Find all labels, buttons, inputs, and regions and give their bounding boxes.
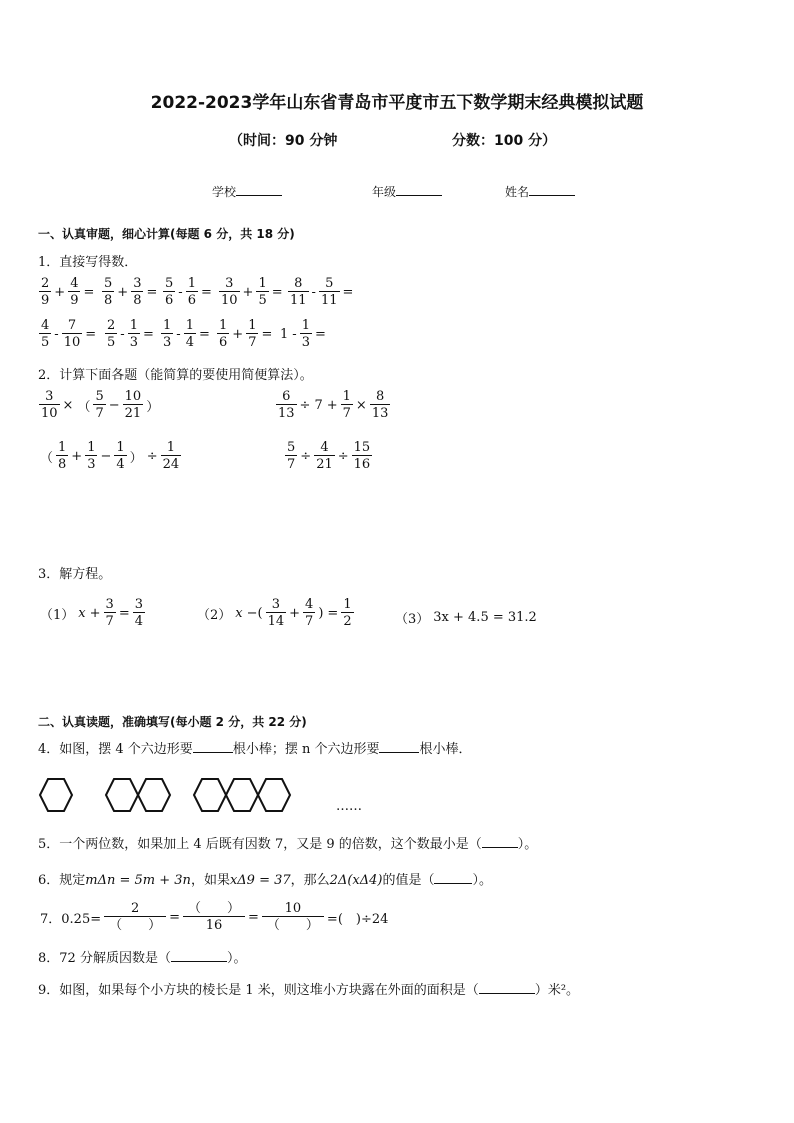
q9: 9．如图，如果每个小方块的棱长是 1 米，则这堆小方块露在外面的面积是（ ）米²。 (38, 983, 580, 998)
fraction: $\frac{4}{5}$ (41, 318, 50, 350)
q1-item: $\frac{5}{8}$ + $\frac{3}{8}$ = (104, 276, 158, 308)
section1-heading: 一、认真审题，细心计算(每题 6 分，共 18 分) (38, 227, 295, 241)
q1-item: 1 - $\frac{1}{3}$ = (280, 318, 326, 350)
name-label: 姓名 (505, 185, 530, 199)
q2-expr-2: $\frac{6}{13}$ ÷ 7 + $\frac{1}{7}$ × $\frac{8}{13}$ (278, 389, 389, 421)
hexagon-figures (36, 773, 296, 817)
q3-eq-1: （1） x + $\frac{3}{7}$ = $\frac{3}{4}$ (40, 597, 143, 629)
hexagon-icon (258, 779, 290, 811)
answer-blank (482, 835, 518, 848)
fraction: $\frac{1}{6}$ (219, 318, 228, 350)
q2-title: 2．计算下面各题（能简算的要使用简便算法）。 (38, 368, 313, 383)
q5: 5．一个两位数，如果加上 4 后既有因数 7，又是 9 的倍数，这个数最小是（ ）。 (38, 837, 538, 852)
ellipsis: …… (336, 799, 362, 814)
q2-expr-3: （ $\frac{1}{8}$ + $\frac{1}{3}$ − $\frac{1}{4}$ ） ÷ $\frac{1}{24}$ (40, 440, 180, 472)
q3-title: 3．解方程。 (38, 567, 112, 582)
fraction: $\frac{7}{10}$ (63, 318, 81, 350)
q1-item: $\frac{1}{3}$ - $\frac{1}{4}$ = (163, 318, 210, 350)
fraction: $\frac{5}{11}$ (320, 276, 338, 308)
hexagon-icon (138, 779, 170, 811)
q1-title: 1．直接写得数． (38, 255, 138, 270)
page-title: 2022-2023学年山东省青岛市平度市五下数学期末经典模拟试题 (150, 93, 644, 113)
grade-field (372, 183, 442, 200)
hexagon-icon (106, 779, 138, 811)
fraction: $\frac{2}{5}$ (107, 318, 116, 350)
school-field (212, 183, 282, 200)
fraction: $\frac{1}{3}$ (129, 318, 138, 350)
fraction: $\frac{3}{8}$ (133, 276, 142, 308)
grade-blank (396, 183, 442, 196)
q1-item: $\frac{2}{9}$ + $\frac{4}{9}$ = (41, 276, 95, 308)
fraction: $\frac{3}{10}$ (221, 276, 238, 308)
q2-expr-4: $\frac{5}{7}$ ÷ $\frac{4}{21}$ ÷ $\frac{15}{16}$ (287, 440, 371, 472)
name-field (505, 183, 575, 200)
q4: 4．如图，摆 4 个六边形要 根小棒；摆 n 个六边形要 根小棒． (38, 742, 472, 757)
fraction: $\frac{1}{3}$ (163, 318, 172, 350)
answer-blank (379, 740, 419, 753)
time-label: （时间：90 分钟 (229, 133, 338, 149)
answer-blank (479, 981, 535, 994)
hexagon-icon (194, 779, 226, 811)
q1-item: $\frac{5}{6}$ - $\frac{1}{6}$ = (165, 276, 212, 308)
fraction: $\frac{5}{8}$ (104, 276, 113, 308)
q1-item: $\frac{1}{6}$ + $\frac{1}{7}$ = (219, 318, 273, 350)
school-label: 学校 (212, 185, 237, 199)
score-label: 分数：100 分） (452, 133, 557, 149)
q1-item: $\frac{2}{5}$ - $\frac{1}{3}$ = (107, 318, 154, 350)
q7: 7．0.25= $\frac{2}{( )}$ = $\frac{( )}{16}$ = $\frac{10}{( )}$ =( )÷24 (40, 901, 389, 933)
q3-eq-2: （2） x −( $\frac{3}{14}$ + $\frac{4}{7}$ ) = $\frac{1}{2}$ (197, 597, 352, 629)
school-blank (236, 183, 282, 196)
q8: 8．72 分解质因数是（ ）。 (38, 951, 247, 966)
q1-item: $\frac{4}{5}$ - $\frac{7}{10}$ = (41, 318, 97, 350)
q6: 6．规定mΔn = 5m + 3n，如果xΔ9 = 37，那么2Δ(xΔ4)的值是（ ）。 (38, 873, 492, 888)
fraction: $\frac{1}{3}$ (301, 318, 310, 350)
q3-eq-3: （3） 3x + 4.5 = 31.2 (395, 610, 537, 627)
name-blank (529, 183, 575, 196)
fraction: $\frac{1}{7}$ (248, 318, 257, 350)
q1-item: $\frac{3}{10}$ + $\frac{1}{5}$ = (221, 276, 283, 308)
hexagon-icon (40, 779, 72, 811)
fraction: $\frac{4}{9}$ (70, 276, 79, 308)
fraction: $\frac{8}{11}$ (290, 276, 307, 308)
fraction: $\frac{1}{4}$ (185, 318, 194, 350)
answer-blank (171, 949, 227, 962)
answer-blank (193, 740, 233, 753)
hexagon-icon (226, 779, 258, 811)
answer-blank (434, 871, 472, 884)
q1-item: $\frac{8}{11}$ - $\frac{5}{11}$ = (290, 276, 354, 308)
fraction: $\frac{2}{9}$ (41, 276, 50, 308)
section2-heading: 二、认真读题，准确填写(每小题 2 分，共 22 分) (38, 715, 307, 729)
grade-label: 年级 (372, 185, 397, 199)
q2-expr-1: $\frac{3}{10}$ × （ $\frac{5}{7}$ − $\frac{10}{21}$ ） (41, 389, 160, 421)
fraction: $\frac{1}{5}$ (258, 276, 267, 308)
fraction: $\frac{5}{6}$ (165, 276, 174, 308)
fraction: $\frac{1}{6}$ (187, 276, 196, 308)
